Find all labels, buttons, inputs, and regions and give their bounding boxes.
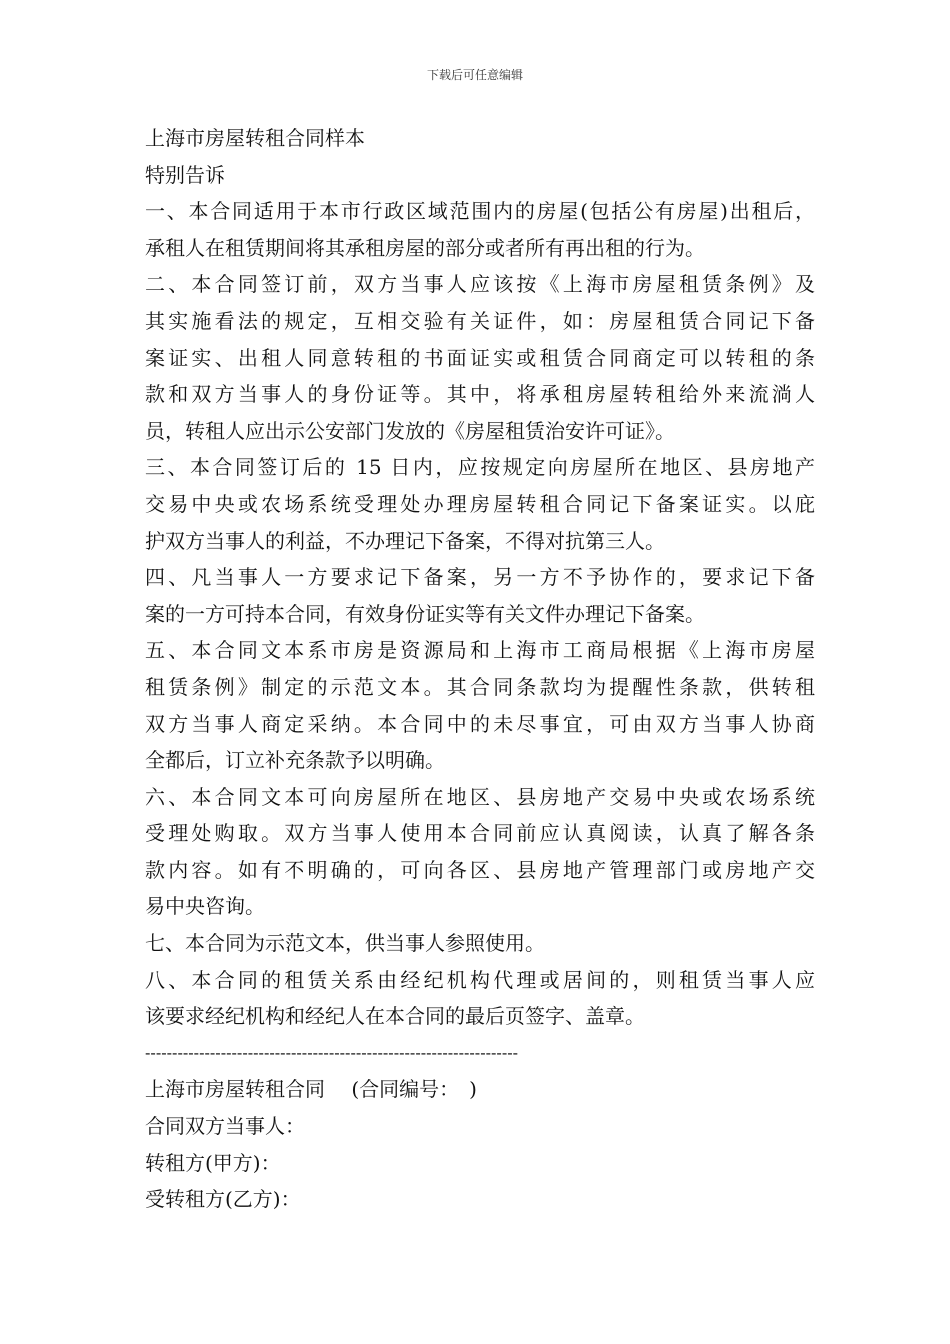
document-body: [145, 120, 815, 1218]
clause-2-line-3: 案证实、出租人同意转租的书面证实或租赁合同商定可以转租的条: [145, 345, 815, 370]
clause-6-line-3: 款内容。如有不明确的，可向各区、县房地产管理部门或房地产交: [145, 857, 815, 882]
clause-2-line-4: 款和双方当事人的身份证等。其中，将承租房屋转租给外来流淌人: [145, 382, 815, 407]
clause-1-line-2: 承租人在租赁期间将其承租房屋的部分或者所有再出租的行为。: [145, 235, 705, 260]
notice-heading: 特别告诉: [145, 162, 225, 187]
clause-5-line-1: 五、本合同文本系市房是资源局和上海市工商局根据《上海市房屋: [145, 638, 815, 663]
contract-title: 上海市房屋转租合同 (合同编号： ): [145, 1077, 477, 1102]
clause-8-line-2: 该要求经纪机构和经纪人在本合同的最后页签字、盖章。: [145, 1004, 645, 1029]
clause-5-line-2: 租赁条例》制定的示范文本。其合同条款均为提醒性条款，供转租: [145, 674, 815, 699]
clause-3-line-1: 三、本合同签订后的 15 日内，应按规定向房屋所在地区、县房地产: [145, 455, 815, 480]
section-divider: ---------------------------------------------------------------------: [145, 1042, 519, 1062]
clause-6-line-2: 受理处购取。双方当事人使用本合同前应认真阅读，认真了解各条: [145, 821, 815, 846]
clause-5-line-4: 全都后，订立补充条款予以明确。: [145, 748, 445, 773]
party-b-label: 受转租方(乙方)：: [145, 1187, 301, 1212]
clause-2-line-2: 其实施看法的规定，互相交验有关证件，如：房屋租赁合同记下备: [145, 308, 815, 333]
document-title: 上海市房屋转租合同样本: [145, 126, 365, 150]
clause-2-line-1: 二、本合同签订前，双方当事人应该按《上海市房屋租赁条例》及: [145, 272, 815, 297]
clause-3-line-3: 护双方当事人的利益，不办理记下备案，不得对抗第三人。: [145, 528, 665, 553]
clause-6-line-1: 六、本合同文本可向房屋所在地区、县房地产交易中央或农场系统: [145, 784, 815, 809]
clause-4-line-2: 案的一方可持本合同，有效身份证实等有关文件办理记下备案。: [145, 601, 705, 626]
clause-3-line-2: 交易中央或农场系统受理处办理房屋转租合同记下备案证实。以庇: [145, 491, 815, 516]
clause-1-line-1: 一、本合同适用于本市行政区域范围内的房屋(包括公有房屋)出租后，: [145, 199, 815, 224]
page-header-note: 下载后可任意编辑: [426, 68, 523, 82]
clause-4-line-1: 四、凡当事人一方要求记下备案，另一方不予协作的，要求记下备: [145, 565, 815, 590]
clause-2-line-5: 员，转租人应出示公安部门发放的《房屋租赁治安许可证》。: [145, 418, 675, 443]
clause-7-line-1: 七、本合同为示范文本，供当事人参照使用。: [145, 931, 545, 956]
clause-5-line-3: 双方当事人商定采纳。本合同中的未尽事宜，可由双方当事人协商: [145, 711, 815, 736]
clause-8-line-1: 八、本合同的租赁关系由经纪机构代理或居间的，则租赁当事人应: [145, 967, 815, 992]
parties-label: 合同双方当事人：: [145, 1114, 305, 1139]
party-a-label: 转租方(甲方)：: [145, 1150, 281, 1175]
clause-6-line-4: 易中央咨询。: [145, 894, 265, 919]
